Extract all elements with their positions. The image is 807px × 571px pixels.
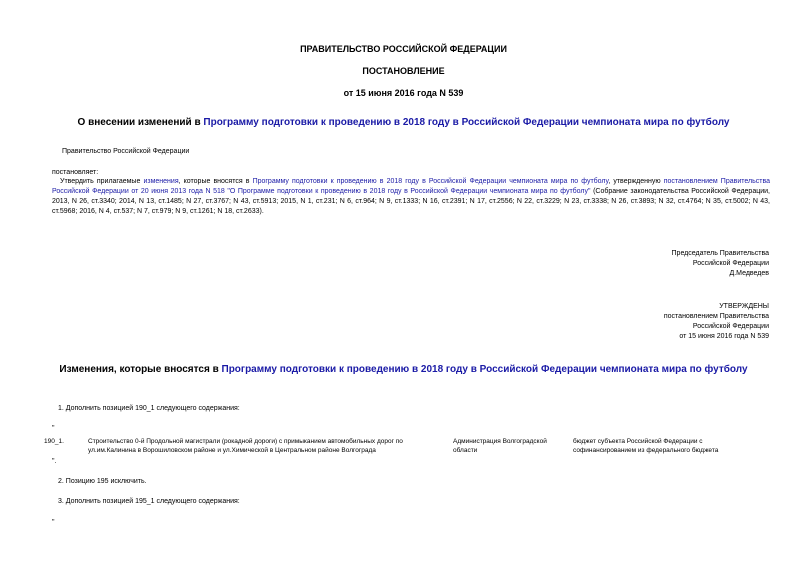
government-subject: Правительство Российской Федерации <box>62 148 190 155</box>
decides-text: постановляет: <box>52 169 99 176</box>
program-link-inline[interactable]: Программу подготовки к проведению в 2018 году в Российской Федерации чемпионата мира по футболу <box>252 178 609 185</box>
quote-open-2: " <box>52 519 55 526</box>
approved-country: Российской Федерации <box>692 323 769 330</box>
signature-name: Д.Медведев <box>729 270 769 277</box>
government-heading: ПРАВИТЕЛЬСТВО РОССИЙСКОЙ ФЕДЕРАЦИИ <box>300 44 507 54</box>
changes-program-link[interactable]: Программу подготовки к проведению в 2018 году в Российской Федерации чемпионата мира по футболу <box>221 364 748 375</box>
document-date-number: от 15 июня 2016 года N 539 <box>343 88 464 98</box>
document-type: ПОСТАНОВЛЕНИЕ <box>362 66 445 76</box>
approved-date: от 15 июня 2016 года N 539 <box>679 333 769 340</box>
changes-title-prefix: Изменения, которые вносятся в <box>59 364 222 375</box>
signature-country: Российской Федерации <box>692 260 769 267</box>
signature-position: Председатель Правительства <box>671 250 769 257</box>
changes-link[interactable]: изменения <box>143 178 179 185</box>
approval-block <box>664 302 769 342</box>
item-2: 2. Позицию 195 исключить. <box>58 478 147 485</box>
p1-text-d: (Собрание законодательства Российской Федерации, 2013, N 26, ст.3340; 2014, N 13, ст.1485; N 27, ст.3767; N 43, ст.5913; 2015, N 1, ст.231; N 6, ст.964; N 9, ст.1333; N 16, ст.2391; N 17, ст.2556; N 22, ст.3229; N 23, ст.3338; N 26, ст.3893; N 32, ст.4764; N 35, ст.5002; N 43, ст.5968; 2016, N 4, ст.537; N 7, ст.979; N 9, ст.1261; N 18, ст.2633). <box>52 188 770 215</box>
resolution-518-link[interactable]: постановлением Правительства Российской Федерации от 20 июня 2013 года N 518 "О Программе подготовки к проведению в 2018 году в Российской Федерации чемпионата мира по футболу" <box>52 178 770 195</box>
p1-text-a: Утвердить прилагаемые <box>60 178 144 185</box>
paragraph-approve <box>52 177 770 217</box>
quote-close: ". <box>52 458 57 465</box>
row-number: 190_1. <box>44 438 64 445</box>
approved-label: УТВЕРЖДЕНЫ <box>719 303 769 310</box>
approved-by: постановлением Правительства <box>663 313 769 320</box>
row-organization: Администрация Волгоградской области <box>453 438 547 454</box>
program-link[interactable]: Программу подготовки к проведению в 2018 году в Российской Федерации чемпионата мира по футболу <box>203 117 730 128</box>
p1-text-b: , которые вносятся в <box>178 178 253 185</box>
row-funding: бюджет субъекта Российской Федерации с софинансированием из федерального бюджета <box>573 438 719 454</box>
title-prefix: О внесении изменений в <box>77 117 204 128</box>
document-title <box>0 117 807 128</box>
changes-title <box>0 364 807 375</box>
item-1: 1. Дополнить позицией 190_1 следующего содержания: <box>58 405 240 412</box>
signature-block <box>672 249 769 279</box>
item-3: 3. Дополнить позицией 195_1 следующего содержания: <box>58 498 240 505</box>
quote-open: " <box>52 425 55 432</box>
p1-text-c: , утвержденную <box>608 178 664 185</box>
row-description: Строительство 0-й Продольной магистрали (рокадной дороги) с примыканием автомобильных дорог по ул.им.Калинина в Ворошиловском районе и ул.Химической в Центральном районе Волгограда <box>88 438 403 454</box>
